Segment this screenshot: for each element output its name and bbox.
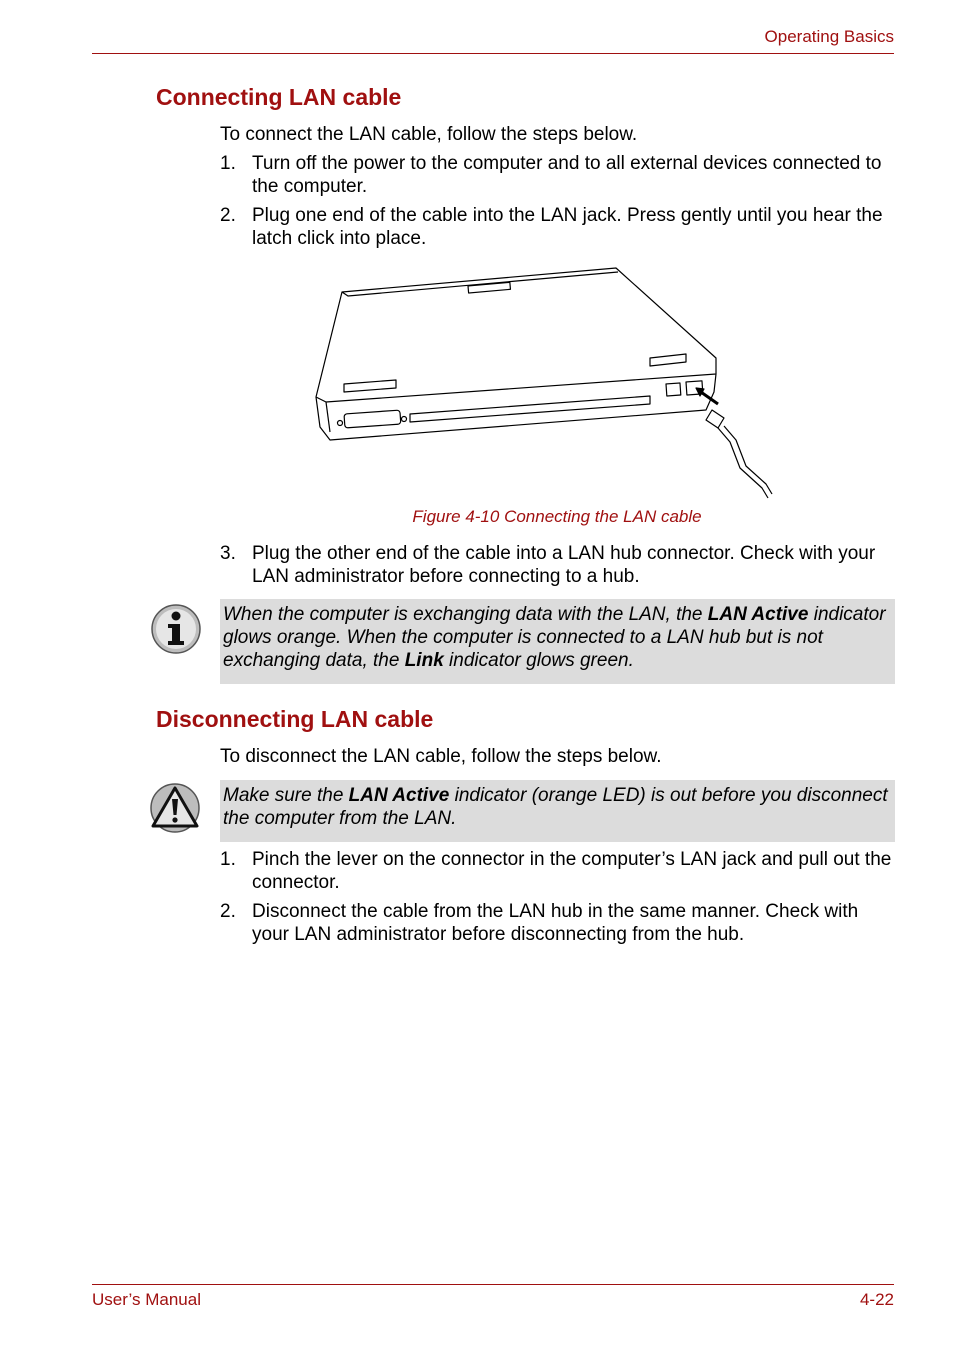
laptop-lan-illustration xyxy=(300,262,780,502)
figure-caption: Figure 4-10 Connecting the LAN cable xyxy=(412,507,702,526)
disconnecting-intro: To disconnect the LAN cable, follow the steps below. xyxy=(220,746,662,767)
rj45-plug xyxy=(706,410,724,428)
step-text: Turn off the power to the computer and to all external devices connected to the computer. xyxy=(252,153,882,197)
connecting-step-2 xyxy=(220,204,900,250)
connecting-step-3 xyxy=(220,542,900,588)
step-number: 3. xyxy=(220,543,236,564)
step-number: 1. xyxy=(220,849,236,870)
disconnecting-step-2 xyxy=(220,900,900,946)
step-text: Plug the other end of the cable into a LAN hub connector. Check with your LAN administrator before connecting to a hub. xyxy=(252,543,876,587)
serial-port xyxy=(344,410,401,428)
note-text-1: When the computer is exchanging data with the LAN, the xyxy=(223,604,708,625)
caution-text-1: Make sure the xyxy=(223,785,349,806)
info-note xyxy=(220,599,895,684)
connecting-intro: To connect the LAN cable, follow the steps below. xyxy=(220,124,638,145)
note-bold-link: Link xyxy=(404,650,444,671)
info-icon xyxy=(150,603,202,655)
running-header: Operating Basics xyxy=(764,27,894,46)
step-number: 2. xyxy=(220,205,236,226)
caution-note xyxy=(220,780,895,842)
footer-manual-title: User’s Manual xyxy=(92,1290,201,1309)
note-text-2: indicator glows orange. When the computer is connected to a LAN hub but is not exchanging data, the xyxy=(223,604,886,671)
note-bold-lan-active: LAN Active xyxy=(707,604,809,625)
page-number: 4-22 xyxy=(859,1290,894,1309)
note-text-3: indicator glows green. xyxy=(443,650,634,671)
lid-latch xyxy=(468,282,510,293)
header-rule xyxy=(92,53,894,54)
footer-rule xyxy=(92,1284,894,1285)
modem-port xyxy=(666,383,681,396)
caution-bold-lan-active: LAN Active xyxy=(348,785,450,806)
step-text: Plug one end of the cable into the LAN jack. Press gently until you hear the latch click into place. xyxy=(252,205,883,249)
section-heading-disconnecting: Disconnecting LAN cable xyxy=(156,706,434,732)
step-text: Disconnect the cable from the LAN hub in the same manner. Check with your LAN administrator before disconnecting from the hub. xyxy=(252,901,859,945)
warning-icon xyxy=(148,782,202,834)
connecting-step-1 xyxy=(220,152,900,198)
step-text: Pinch the lever on the connector in the computer’s LAN jack and pull out the connector. xyxy=(252,849,892,893)
step-number: 1. xyxy=(220,153,236,174)
laptop-base xyxy=(316,374,716,440)
caution-text-2: indicator (orange LED) is out before you disconnect the computer from the LAN. xyxy=(223,785,888,829)
disconnecting-step-1 xyxy=(220,848,900,894)
section-heading-connecting: Connecting LAN cable xyxy=(156,84,402,110)
step-number: 2. xyxy=(220,901,236,922)
